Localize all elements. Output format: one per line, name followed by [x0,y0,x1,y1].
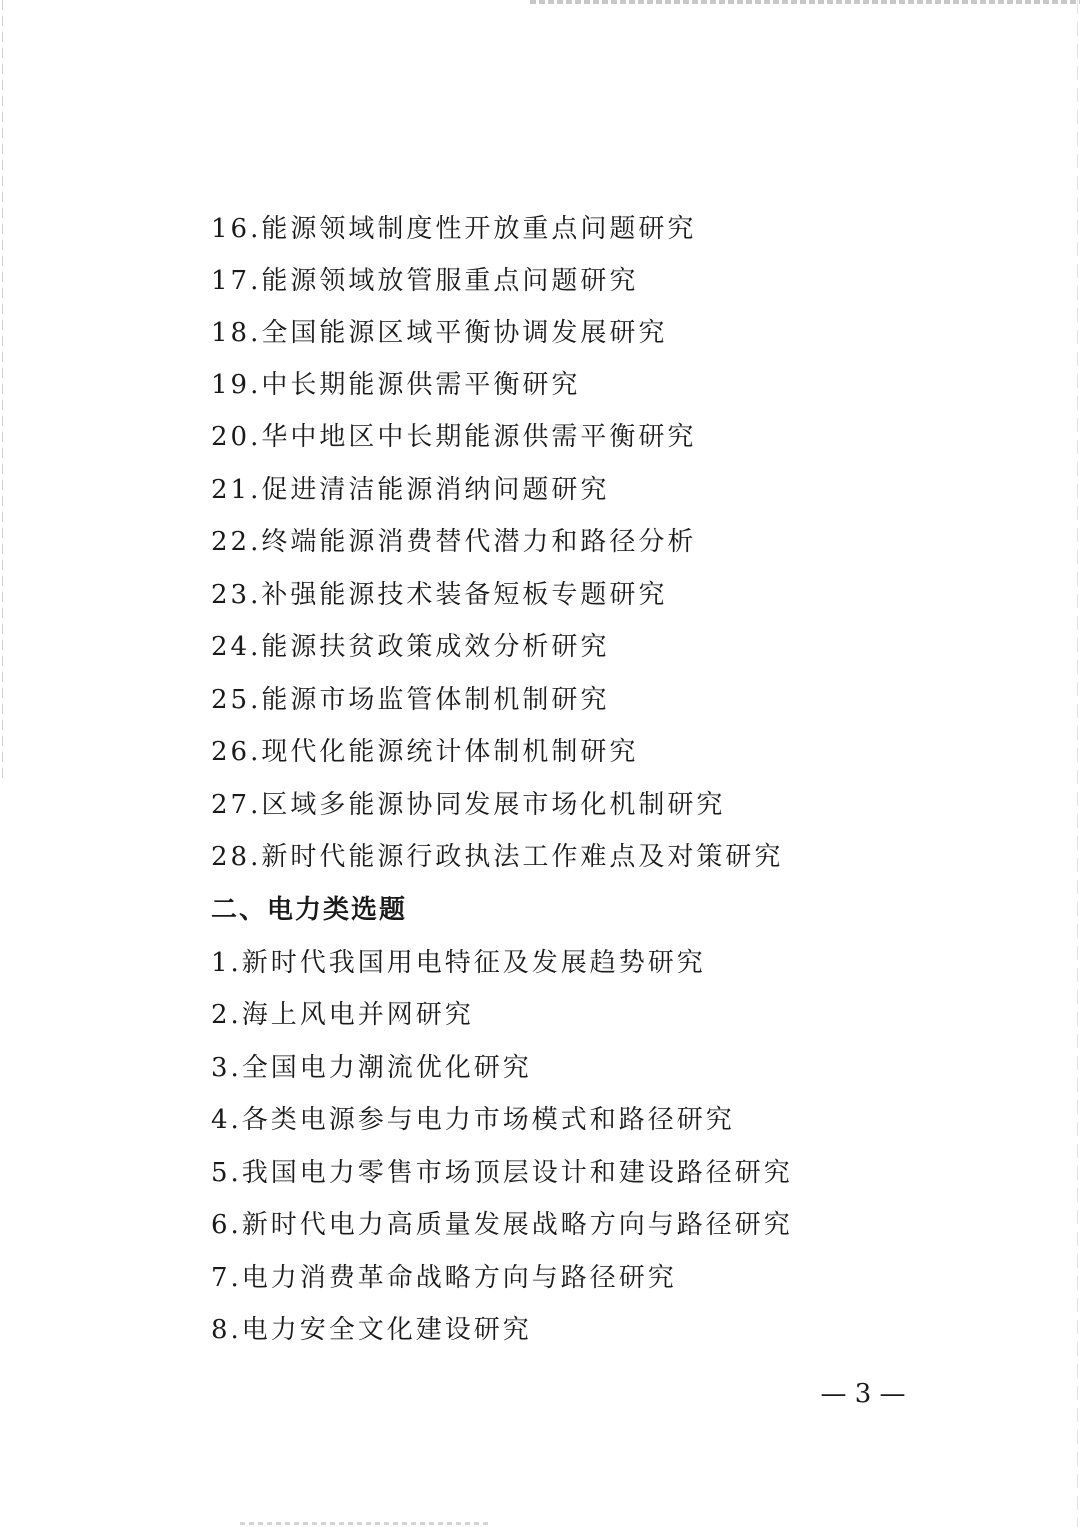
list-item: 16.能源领域制度性开放重点问题研究 [211,214,697,244]
list-item: 22.终端能源消费替代潜力和路径分析 [211,527,697,557]
scan-edge-top [530,0,1080,4]
list-item: 28.新时代能源行政执法工作难点及对策研究 [211,842,784,872]
list-item: 4.各类电源参与电力市场模式和路径研究 [211,1105,735,1135]
list-item: 19.中长期能源供需平衡研究 [211,370,581,400]
list-item: 20.华中地区中长期能源供需平衡研究 [211,422,697,452]
list-item: 1.新时代我国用电特征及发展趋势研究 [211,948,706,978]
list-item: 3.全国电力潮流优化研究 [211,1053,532,1083]
list-item: 8.电力安全文化建设研究 [211,1315,532,1345]
scan-edge-bottom [240,1522,490,1525]
list-item: 18.全国能源区域平衡协调发展研究 [211,318,668,348]
list-item: 25.能源市场监管体制机制研究 [211,685,610,715]
list-item: 6.新时代电力高质量发展战略方向与路径研究 [211,1210,793,1240]
list-item: 27.区域多能源协同发展市场化机制研究 [211,790,726,820]
page-number: — 3 — [820,1379,906,1409]
list-item: 23.补强能源技术装备短板专题研究 [211,580,668,610]
list-item: 17.能源领域放管服重点问题研究 [211,266,639,296]
scan-edge-right [1077,0,1078,1527]
section-heading: 二、电力类选题 [211,895,408,925]
list-item: 21.促进清洁能源消纳问题研究 [211,475,610,505]
list-item: 26.现代化能源统计体制机制研究 [211,737,639,767]
list-item: 7.电力消费革命战略方向与路径研究 [211,1263,677,1293]
list-item: 5.我国电力零售市场顶层设计和建设路径研究 [211,1158,793,1188]
list-item: 2.海上风电并网研究 [211,1000,474,1030]
scan-edge-left [2,0,3,780]
list-item: 24.能源扶贫政策成效分析研究 [211,632,610,662]
